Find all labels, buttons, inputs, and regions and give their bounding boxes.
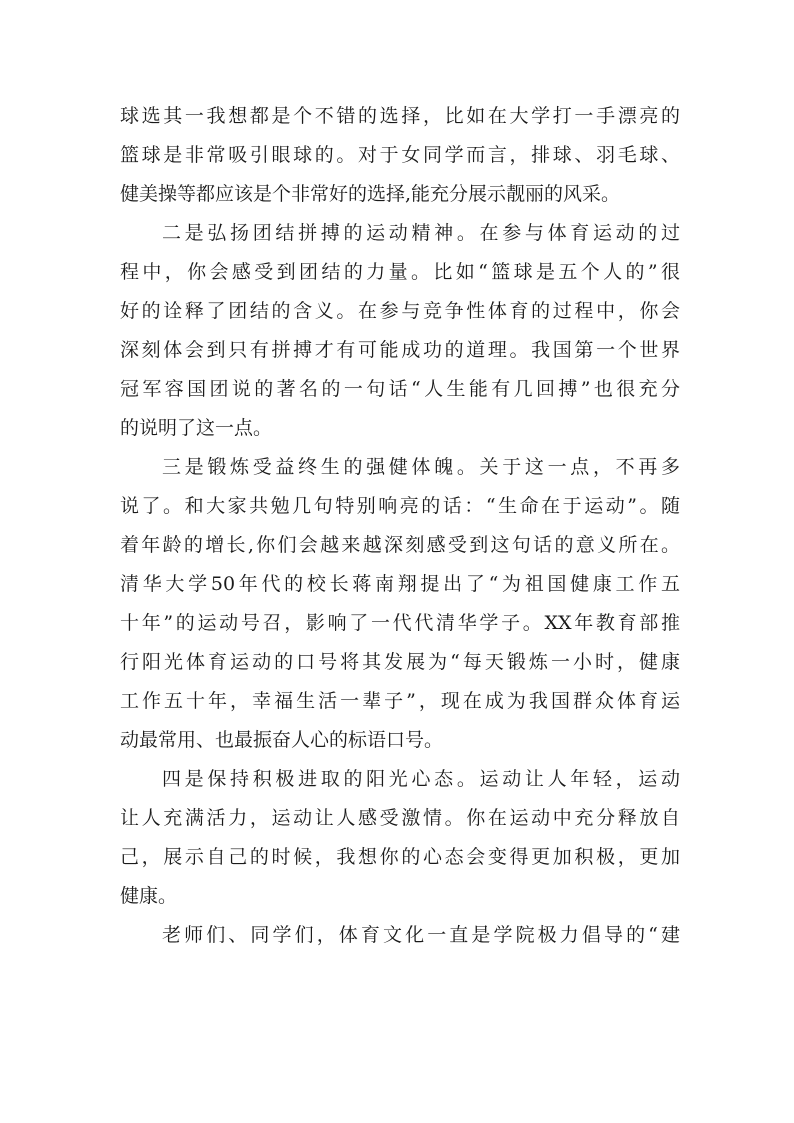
document-body [120,100,680,958]
text-line: 说了。和大家共勉几句特别响亮的话：“生命在于运动”。随 [120,495,680,517]
text-line: 好的诠释了团结的含义。在参与竞争性体育的过程中，你会 [120,300,680,322]
text-line: 健美操等都应该是个非常好的选择,能充分展示靓丽的风采。 [120,183,621,205]
text-line: 的说明了这一点。 [120,417,273,439]
text-line: 十年”的运动号召，影响了一代代清华学子。XX年教育部推 [120,612,680,634]
text-line: 着年龄的增长,你们会越来越深刻感受到这句话的意义所在。 [120,534,680,556]
text-line: 球选其一我想都是个不错的选择，比如在大学打一手漂亮的 [120,105,680,127]
text-line: 己，展示自己的时候，我想你的心态会变得更加积极，更加 [120,846,680,868]
paragraph-team-spirit [120,217,680,444]
text-line: 工作五十年，幸福生活一辈子”，现在成为我国群众体育运 [120,690,680,712]
text-line: 三是锻炼受益终生的强健体魄。关于这一点，不再多 [162,456,680,478]
paragraph-positive-mindset [120,763,680,912]
text-line: 篮球是非常吸引眼球的。对于女同学而言，排球、羽毛球、 [120,144,680,166]
text-line: 清华大学50年代的校长蒋南翔提出了“为祖国健康工作五 [120,573,680,595]
text-line: 动最常用、也最振奋人心的标语口号。 [120,729,444,751]
text-line: 让人充满活力，运动让人感受激情。你在运动中充分释放自 [120,807,680,829]
text-line: 二是弘扬团结拼搏的运动精神。在参与体育运动的过 [162,222,680,244]
text-line: 四是保持积极进取的阳光心态。运动让人年轻，运动 [162,768,680,790]
text-line: 行阳光体育运动的口号将其发展为“每天锻炼一小时，健康 [120,651,680,673]
text-line: 健康。 [120,885,178,907]
text-line: 老师们、同学们，体育文化一直是学院极力倡导的“建 [162,924,680,946]
text-line: 深刻体会到只有拼搏才有可能成功的道理。我国第一个世界 [120,339,680,361]
text-line: 程中，你会感受到团结的力量。比如“篮球是五个人的”很 [120,261,680,283]
paragraph-closing [120,919,680,951]
paragraph-sports-choice [120,100,680,210]
text-line: 冠军容国团说的著名的一句话“人生能有几回搏”也很充分 [120,378,680,400]
paragraph-healthy-body [120,451,680,756]
